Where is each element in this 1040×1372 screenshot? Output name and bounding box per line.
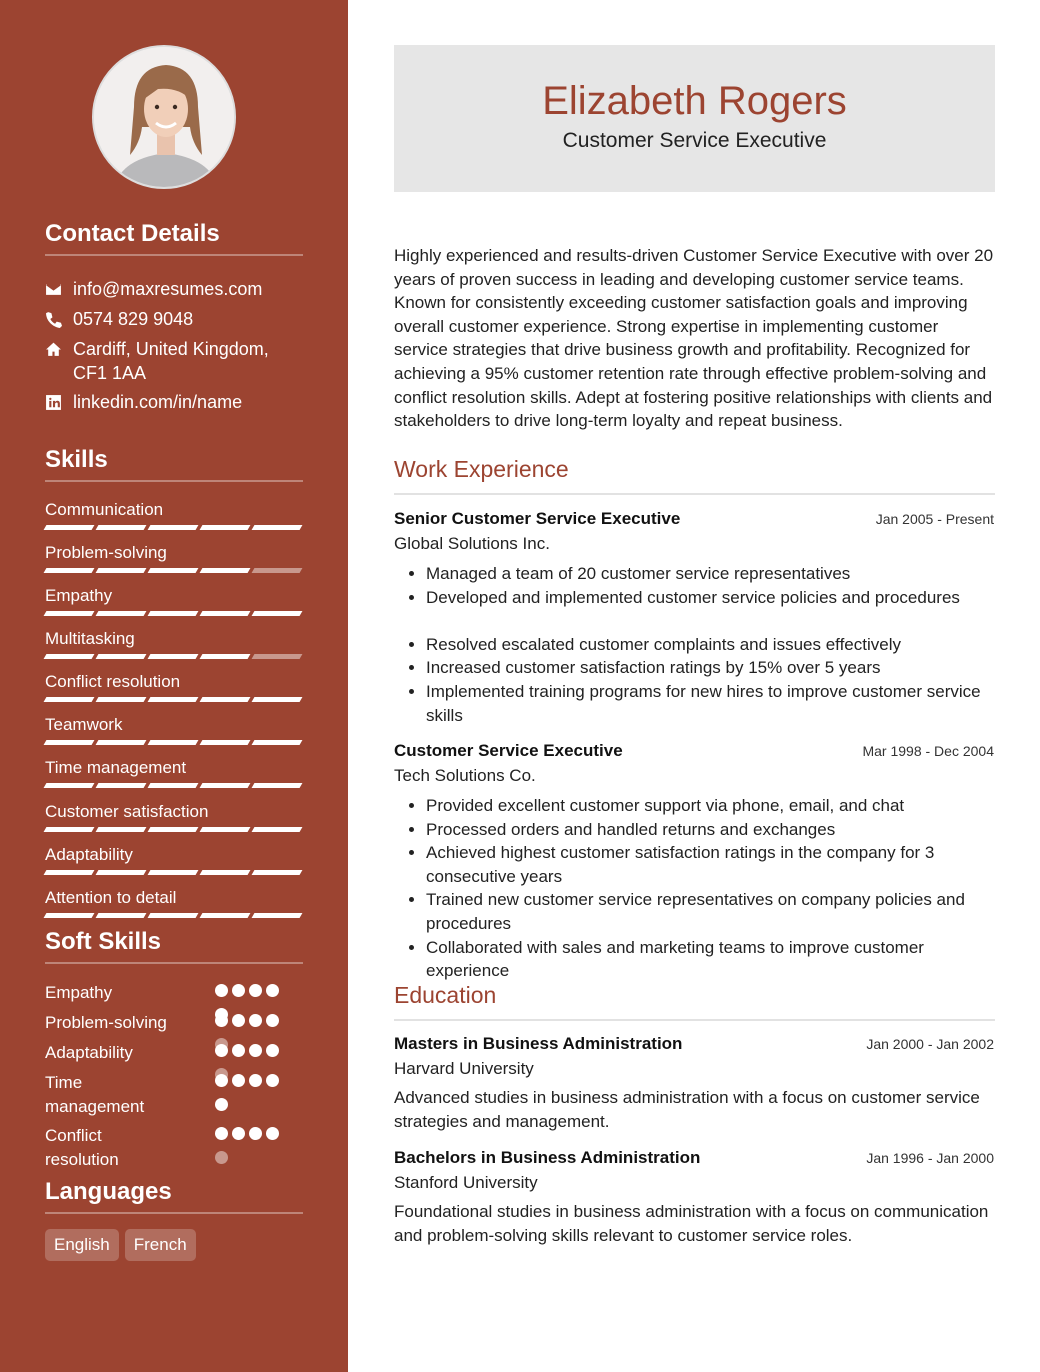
- skill-bar-segment: [96, 870, 147, 875]
- education-description: Foundational studies in business administration with a focus on communication and problem-solving skills relevant to customer service roles.: [394, 1202, 989, 1245]
- contact-phone[interactable]: [45, 307, 303, 331]
- skill-item: [45, 543, 303, 573]
- skill-item: [45, 500, 303, 530]
- contact-linkedin[interactable]: [45, 390, 303, 414]
- job-title: Customer Service Executive: [394, 741, 623, 760]
- skill-level-bar: [45, 654, 303, 659]
- skill-bar-segment: [44, 740, 95, 745]
- job-bullet: • Trained new customer service representatives on company policies and procedures: [426, 888, 994, 935]
- education-entry: [394, 1148, 994, 1247]
- skill-bar-segment: [96, 611, 147, 616]
- degree-title: Bachelors in Business Administration: [394, 1148, 701, 1167]
- skill-bar-segment: [44, 783, 95, 788]
- phone-text: 0574 829 9048: [73, 309, 194, 329]
- rating-dot: [232, 984, 245, 997]
- soft-skill-item: [45, 1071, 303, 1119]
- rating-dot: [215, 1074, 228, 1087]
- skill-bar-segment: [252, 783, 303, 788]
- rating-dot: [249, 1127, 262, 1140]
- rating-dot: [266, 1074, 279, 1087]
- language-tag: English: [45, 1229, 119, 1261]
- rating-dot: [249, 1014, 262, 1027]
- soft-skill-item: [45, 1011, 303, 1035]
- job-bullet: • Achieved highest customer satisfaction ratings in the company for 3 consecutive years: [426, 841, 994, 888]
- rating-dot: [232, 1074, 245, 1087]
- contact-email[interactable]: [45, 277, 303, 301]
- job-entry: [394, 741, 994, 983]
- skill-name: Time management: [45, 758, 187, 777]
- skill-level-bar: [45, 697, 303, 702]
- work-experience-heading: Work Experience: [394, 456, 995, 495]
- skill-bar-segment: [148, 525, 199, 530]
- skill-bar-segment: [148, 827, 199, 832]
- skill-bar-segment: [200, 525, 251, 530]
- education-description: Advanced studies in business administration with a focus on customer service strategies and management.: [394, 1088, 980, 1131]
- skill-bar-segment: [252, 525, 303, 530]
- skill-bar-segment: [200, 870, 251, 875]
- job-bullet: • Resolved escalated customer complaints and issues effectively: [426, 633, 994, 657]
- envelope-icon: [45, 277, 73, 301]
- skill-bar-segment: [200, 568, 251, 573]
- skill-bar-segment: [148, 654, 199, 659]
- skill-level-bar: [45, 525, 303, 530]
- skill-bar-segment: [44, 870, 95, 875]
- skill-bar-segment: [96, 783, 147, 788]
- soft-skill-name: Empathy: [45, 983, 113, 1002]
- skill-bar-segment: [44, 827, 95, 832]
- skill-bar-segment: [252, 611, 303, 616]
- skill-bar-segment: [200, 697, 251, 702]
- job-bullet: • Managed a team of 20 customer service representatives: [426, 562, 994, 586]
- soft-skill-item: [45, 1041, 303, 1065]
- job-bullet: • Increased customer satisfaction ratings by 15% over 5 years: [426, 656, 994, 680]
- education-entry: [394, 1034, 994, 1133]
- job-bullets: [394, 562, 994, 727]
- phone-icon: [45, 307, 73, 331]
- skill-bar-segment: [96, 827, 147, 832]
- degree-title: Masters in Business Administration: [394, 1034, 683, 1053]
- soft-skill-item: [45, 1124, 303, 1172]
- rating-dot: [215, 1127, 228, 1140]
- skill-bar-segment: [200, 783, 251, 788]
- skill-bar-segment: [252, 913, 303, 918]
- rating-dot: [232, 1127, 245, 1140]
- skill-bar-segment: [148, 697, 199, 702]
- skill-bar-segment: [96, 697, 147, 702]
- skill-name: Conflict resolution: [45, 672, 181, 691]
- skill-level-bar: [45, 827, 303, 832]
- skill-name: Problem-solving: [45, 543, 167, 562]
- job-bullet: • Provided excellent customer support via phone, email, and chat: [426, 794, 994, 818]
- skill-item: [45, 758, 303, 788]
- rating-dot: [215, 1151, 228, 1164]
- job-title: Senior Customer Service Executive: [394, 509, 681, 528]
- skill-item: [45, 629, 303, 659]
- school-name: Harvard University: [394, 1059, 534, 1078]
- person-name: Elizabeth Rogers: [542, 79, 847, 123]
- skills-heading: Skills: [45, 446, 303, 482]
- skill-bar-segment: [252, 870, 303, 875]
- education-heading: Education: [394, 982, 995, 1021]
- skill-bar-segment: [44, 568, 95, 573]
- skill-bar-segment: [96, 525, 147, 530]
- job-date: Jan 2005 - Present: [875, 511, 994, 527]
- profile-summary: Highly experienced and results-driven Customer Service Executive with over 20 years of proven success in leading and developing customer service teams. Known for consistently exceeding customer satisfaction goals and improving overall customer experience. Strong expertise in implementing customer service strategies that drive business growth and profitability. Recognized for achieving a 95% customer retention rate through effective problem-solving and conflict resolution skills. Adept at fostering positive relationships with clients and stakeholders to drive long-term loyalty and repeat business.: [394, 246, 994, 431]
- job-entry: [394, 509, 994, 727]
- email-text: info@maxresumes.com: [73, 279, 263, 299]
- rating-dot: [249, 984, 262, 997]
- person-role: Customer Service Executive: [562, 129, 827, 152]
- rating-dot: [232, 1014, 245, 1027]
- rating-dot: [215, 984, 228, 997]
- job-company: Tech Solutions Co.: [394, 766, 536, 785]
- header-banner: [394, 45, 995, 192]
- skill-bar-segment: [44, 697, 95, 702]
- skill-item: [45, 672, 303, 702]
- skill-item: [45, 802, 303, 832]
- job-bullet: • Processed orders and handled returns and exchanges: [426, 818, 994, 842]
- skill-bar-segment: [148, 611, 199, 616]
- skill-bar-segment: [200, 913, 251, 918]
- job-bullets: [394, 794, 994, 983]
- skill-bar-segment: [96, 654, 147, 659]
- skill-level-bar: [45, 913, 303, 918]
- skill-bar-segment: [96, 740, 147, 745]
- skill-bar-segment: [148, 783, 199, 788]
- skill-bar-segment: [252, 654, 303, 659]
- skill-item: [45, 888, 303, 918]
- job-company: Global Solutions Inc.: [394, 534, 550, 553]
- rating-dot: [266, 1127, 279, 1140]
- profile-photo-icon: [94, 47, 236, 189]
- skill-bar-segment: [252, 568, 303, 573]
- rating-dot: [266, 1044, 279, 1057]
- skill-bar-segment: [96, 568, 147, 573]
- skill-name: Attention to detail: [45, 888, 177, 907]
- language-tag: French: [125, 1229, 196, 1261]
- sidebar: [0, 0, 348, 1372]
- skill-bar-segment: [44, 913, 95, 918]
- skill-name: Customer satisfaction: [45, 802, 209, 821]
- rating-dot: [266, 984, 279, 997]
- soft-skill-name: Adaptability: [45, 1043, 133, 1062]
- job-bullet: • Implemented training programs for new hires to improve customer service skills: [426, 680, 994, 727]
- soft-skill-name: Problem-solving: [45, 1013, 167, 1032]
- skill-bar-segment: [148, 913, 199, 918]
- linkedin-text: linkedin.com/in/name: [73, 392, 243, 412]
- job-date: Mar 1998 - Dec 2004: [862, 743, 994, 759]
- rating-dot: [249, 1044, 262, 1057]
- job-bullet: • Developed and implemented customer service policies and procedures: [426, 586, 994, 610]
- skill-item: [45, 586, 303, 616]
- rating-dot: [266, 1014, 279, 1027]
- linkedin-icon: [45, 390, 73, 414]
- soft-skill-name: Conflict resolution: [45, 1126, 119, 1169]
- skill-bar-segment: [200, 654, 251, 659]
- skill-level-bar: [45, 611, 303, 616]
- education-date: Jan 2000 - Jan 2002: [866, 1036, 994, 1052]
- skill-level-bar: [45, 740, 303, 745]
- skill-bar-segment: [252, 740, 303, 745]
- languages-heading: Languages: [45, 1178, 303, 1214]
- skill-level-bar: [45, 568, 303, 573]
- avatar: [92, 45, 236, 189]
- skill-bar-segment: [148, 740, 199, 745]
- languages-list: [45, 1229, 196, 1261]
- skill-name: Teamwork: [45, 715, 123, 734]
- soft-skill-name: Time management: [45, 1073, 145, 1116]
- skill-level-bar: [45, 870, 303, 875]
- skill-bar-segment: [44, 525, 95, 530]
- skill-name: Communication: [45, 500, 164, 519]
- skill-bar-segment: [252, 697, 303, 702]
- skill-name: Empathy: [45, 586, 113, 605]
- soft-skill-item: [45, 981, 303, 1005]
- contact-details-heading: Contact Details: [45, 220, 303, 256]
- skill-level-bar: [45, 783, 303, 788]
- home-icon: [45, 337, 73, 361]
- skill-bar-segment: [96, 913, 147, 918]
- skill-bar-segment: [252, 827, 303, 832]
- skill-bar-segment: [44, 611, 95, 616]
- soft-skills-heading: Soft Skills: [45, 928, 303, 964]
- rating-dot: [215, 1014, 228, 1027]
- skill-bar-segment: [148, 568, 199, 573]
- skill-bar-segment: [200, 740, 251, 745]
- skill-bar-segment: [200, 611, 251, 616]
- skill-item: [45, 715, 303, 745]
- address-text: Cardiff, United Kingdom, CF1 1AA: [73, 339, 269, 383]
- rating-dot: [215, 1044, 228, 1057]
- job-bullet: • Collaborated with sales and marketing teams to improve customer experience: [426, 936, 994, 983]
- skill-bar-segment: [200, 827, 251, 832]
- skill-bar-segment: [44, 654, 95, 659]
- rating-dot: [232, 1044, 245, 1057]
- school-name: Stanford University: [394, 1173, 538, 1192]
- rating-dot: [249, 1074, 262, 1087]
- skill-name: Multitasking: [45, 629, 135, 648]
- contact-address: [45, 337, 303, 385]
- education-date: Jan 1996 - Jan 2000: [866, 1150, 994, 1166]
- skill-bar-segment: [148, 870, 199, 875]
- skill-item: [45, 845, 303, 875]
- rating-dot: [215, 1098, 228, 1111]
- skill-name: Adaptability: [45, 845, 133, 864]
